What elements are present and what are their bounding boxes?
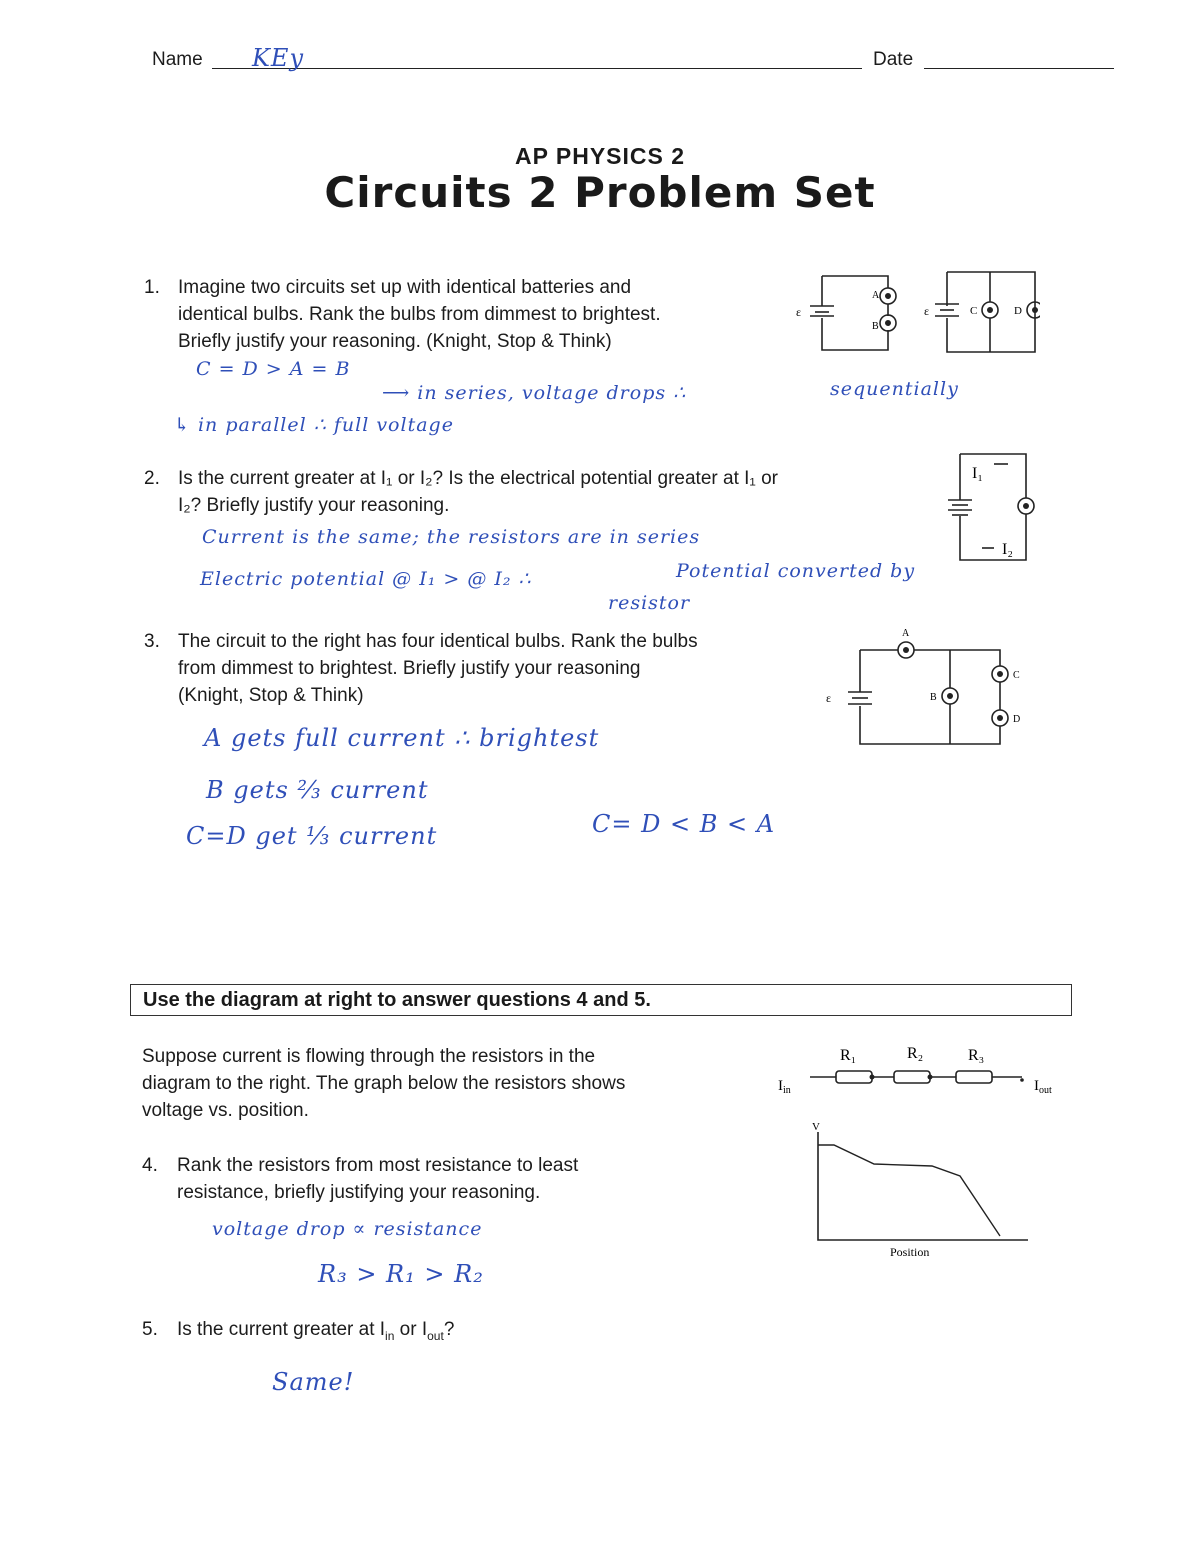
q4-answer-rank: R₃ > R₁ > R₂	[318, 1260, 484, 1288]
q4-number: 4.	[142, 1155, 158, 1176]
q3-diagram-label-b: B	[930, 692, 937, 703]
q5-text: Is the current greater at $I_{in}$ or $I_{out}$?	[177, 1319, 455, 1343]
q2-answer-converted: Potential converted by	[676, 560, 916, 582]
q5-answer: Same!	[272, 1368, 355, 1396]
q2-answer-potential: Electric potential @ I₁ > @ I₂ ∴	[200, 568, 532, 590]
name-line	[212, 68, 862, 69]
graph-y-label: V	[812, 1121, 820, 1133]
q2-diagram-i1: I₁	[972, 465, 983, 482]
q1-text	[178, 274, 778, 355]
q2-line-1: Is the current greater at I₁ or I₂? Is the electrical potential greater at I₁ or	[178, 468, 778, 489]
label-i-in: $I_{in}$	[778, 1078, 791, 1096]
section-intro	[142, 1043, 762, 1124]
q1-diagram-label-d: D	[1014, 305, 1022, 317]
q3-line-1: The circuit to the right has four identical bulbs. Rank the bulbs	[178, 631, 698, 652]
q3-diagram-label-c: C	[1013, 670, 1020, 681]
course-title: AP PHYSICS 2	[514, 143, 686, 169]
section-intro-line-1: Suppose current is flowing through the resistors in the	[142, 1046, 596, 1067]
q1-line-3: Briefly justify your reasoning. (Knight, Stop & Think)	[178, 331, 612, 352]
section-header: Use the diagram at right to answer questions 4 and 5.	[130, 984, 1072, 1016]
label-r1: R₁	[840, 1047, 857, 1064]
q1-diagram-emf-1: ε	[796, 305, 802, 319]
q3-diagram-label-d: D	[1013, 714, 1021, 725]
label-r2: R₂	[907, 1045, 924, 1062]
q3-diagram-emf: ε	[826, 691, 832, 705]
q2-text	[178, 465, 898, 519]
label-r3: R₃	[968, 1047, 985, 1064]
q3-diagram-label-a: A	[902, 628, 910, 639]
section-intro-line-3: voltage vs. position.	[142, 1100, 309, 1121]
q1-diagram-label-c: C	[970, 305, 978, 317]
q2-number: 2.	[144, 468, 160, 489]
resistor-graph-diagram	[770, 1040, 1070, 1270]
q1-answer-sequential: sequentially	[830, 378, 959, 400]
q3-answer-b: B gets ⅔ current	[206, 776, 429, 804]
date-label: Date	[873, 49, 914, 70]
q1-circuit-diagram	[790, 268, 1040, 358]
name-value[interactable]: KEy	[252, 44, 305, 72]
q3-number: 3.	[144, 631, 160, 652]
q1-answer-rank: C = D > A = B	[196, 358, 351, 380]
q2-answer-resistor: resistor	[608, 592, 691, 614]
q1-answer-parallel: ↳ in parallel ∴ full voltage	[174, 414, 454, 436]
q4-answer-reason: voltage drop ∝ resistance	[212, 1218, 483, 1240]
q4-line-1: Rank the resistors from most resistance to least	[177, 1155, 579, 1176]
q2-diagram-i2: I₂	[1002, 541, 1013, 558]
page-title: Circuits 2 Problem Set	[324, 168, 876, 217]
q1-number: 1.	[144, 277, 160, 298]
q3-line-2: from dimmest to brightest. Briefly justify your reasoning	[178, 658, 641, 679]
q1-line-2: identical bulbs. Rank the bulbs from dimmest to brightest.	[178, 304, 661, 325]
q2-circuit-diagram	[936, 450, 1036, 565]
q3-answer-rank: C= D < B < A	[592, 810, 776, 838]
name-label: Name	[152, 49, 203, 70]
label-i-out: $I_{out}$	[1034, 1078, 1052, 1096]
q2-line-2: I₂? Briefly justify your reasoning.	[178, 495, 450, 516]
q3-answer-a: A gets full current ∴ brightest	[204, 724, 600, 752]
q1-answer-series: ⟶ in series, voltage drops ∴	[382, 382, 687, 404]
q4-text	[177, 1152, 697, 1206]
q1-diagram-emf-2: ε	[924, 304, 930, 318]
graph-x-label: Position	[890, 1245, 930, 1259]
q1-diagram-label-b: B	[872, 321, 879, 332]
date-line	[924, 68, 1114, 69]
q4-line-2: resistance, briefly justifying your reasoning.	[177, 1182, 541, 1203]
q5-number: 5.	[142, 1319, 158, 1340]
q2-answer-current: Current is the same; the resistors are in series	[202, 526, 701, 548]
q3-circuit-diagram	[820, 626, 1030, 748]
q3-text	[178, 628, 798, 709]
q3-answer-cd: C=D get ⅓ current	[186, 822, 438, 850]
section-intro-line-2: diagram to the right. The graph below the resistors shows	[142, 1073, 626, 1094]
q1-line-1: Imagine two circuits set up with identical batteries and	[178, 277, 632, 298]
q1-diagram-label-a: A	[872, 290, 880, 301]
q3-line-3: (Knight, Stop & Think)	[178, 685, 364, 706]
